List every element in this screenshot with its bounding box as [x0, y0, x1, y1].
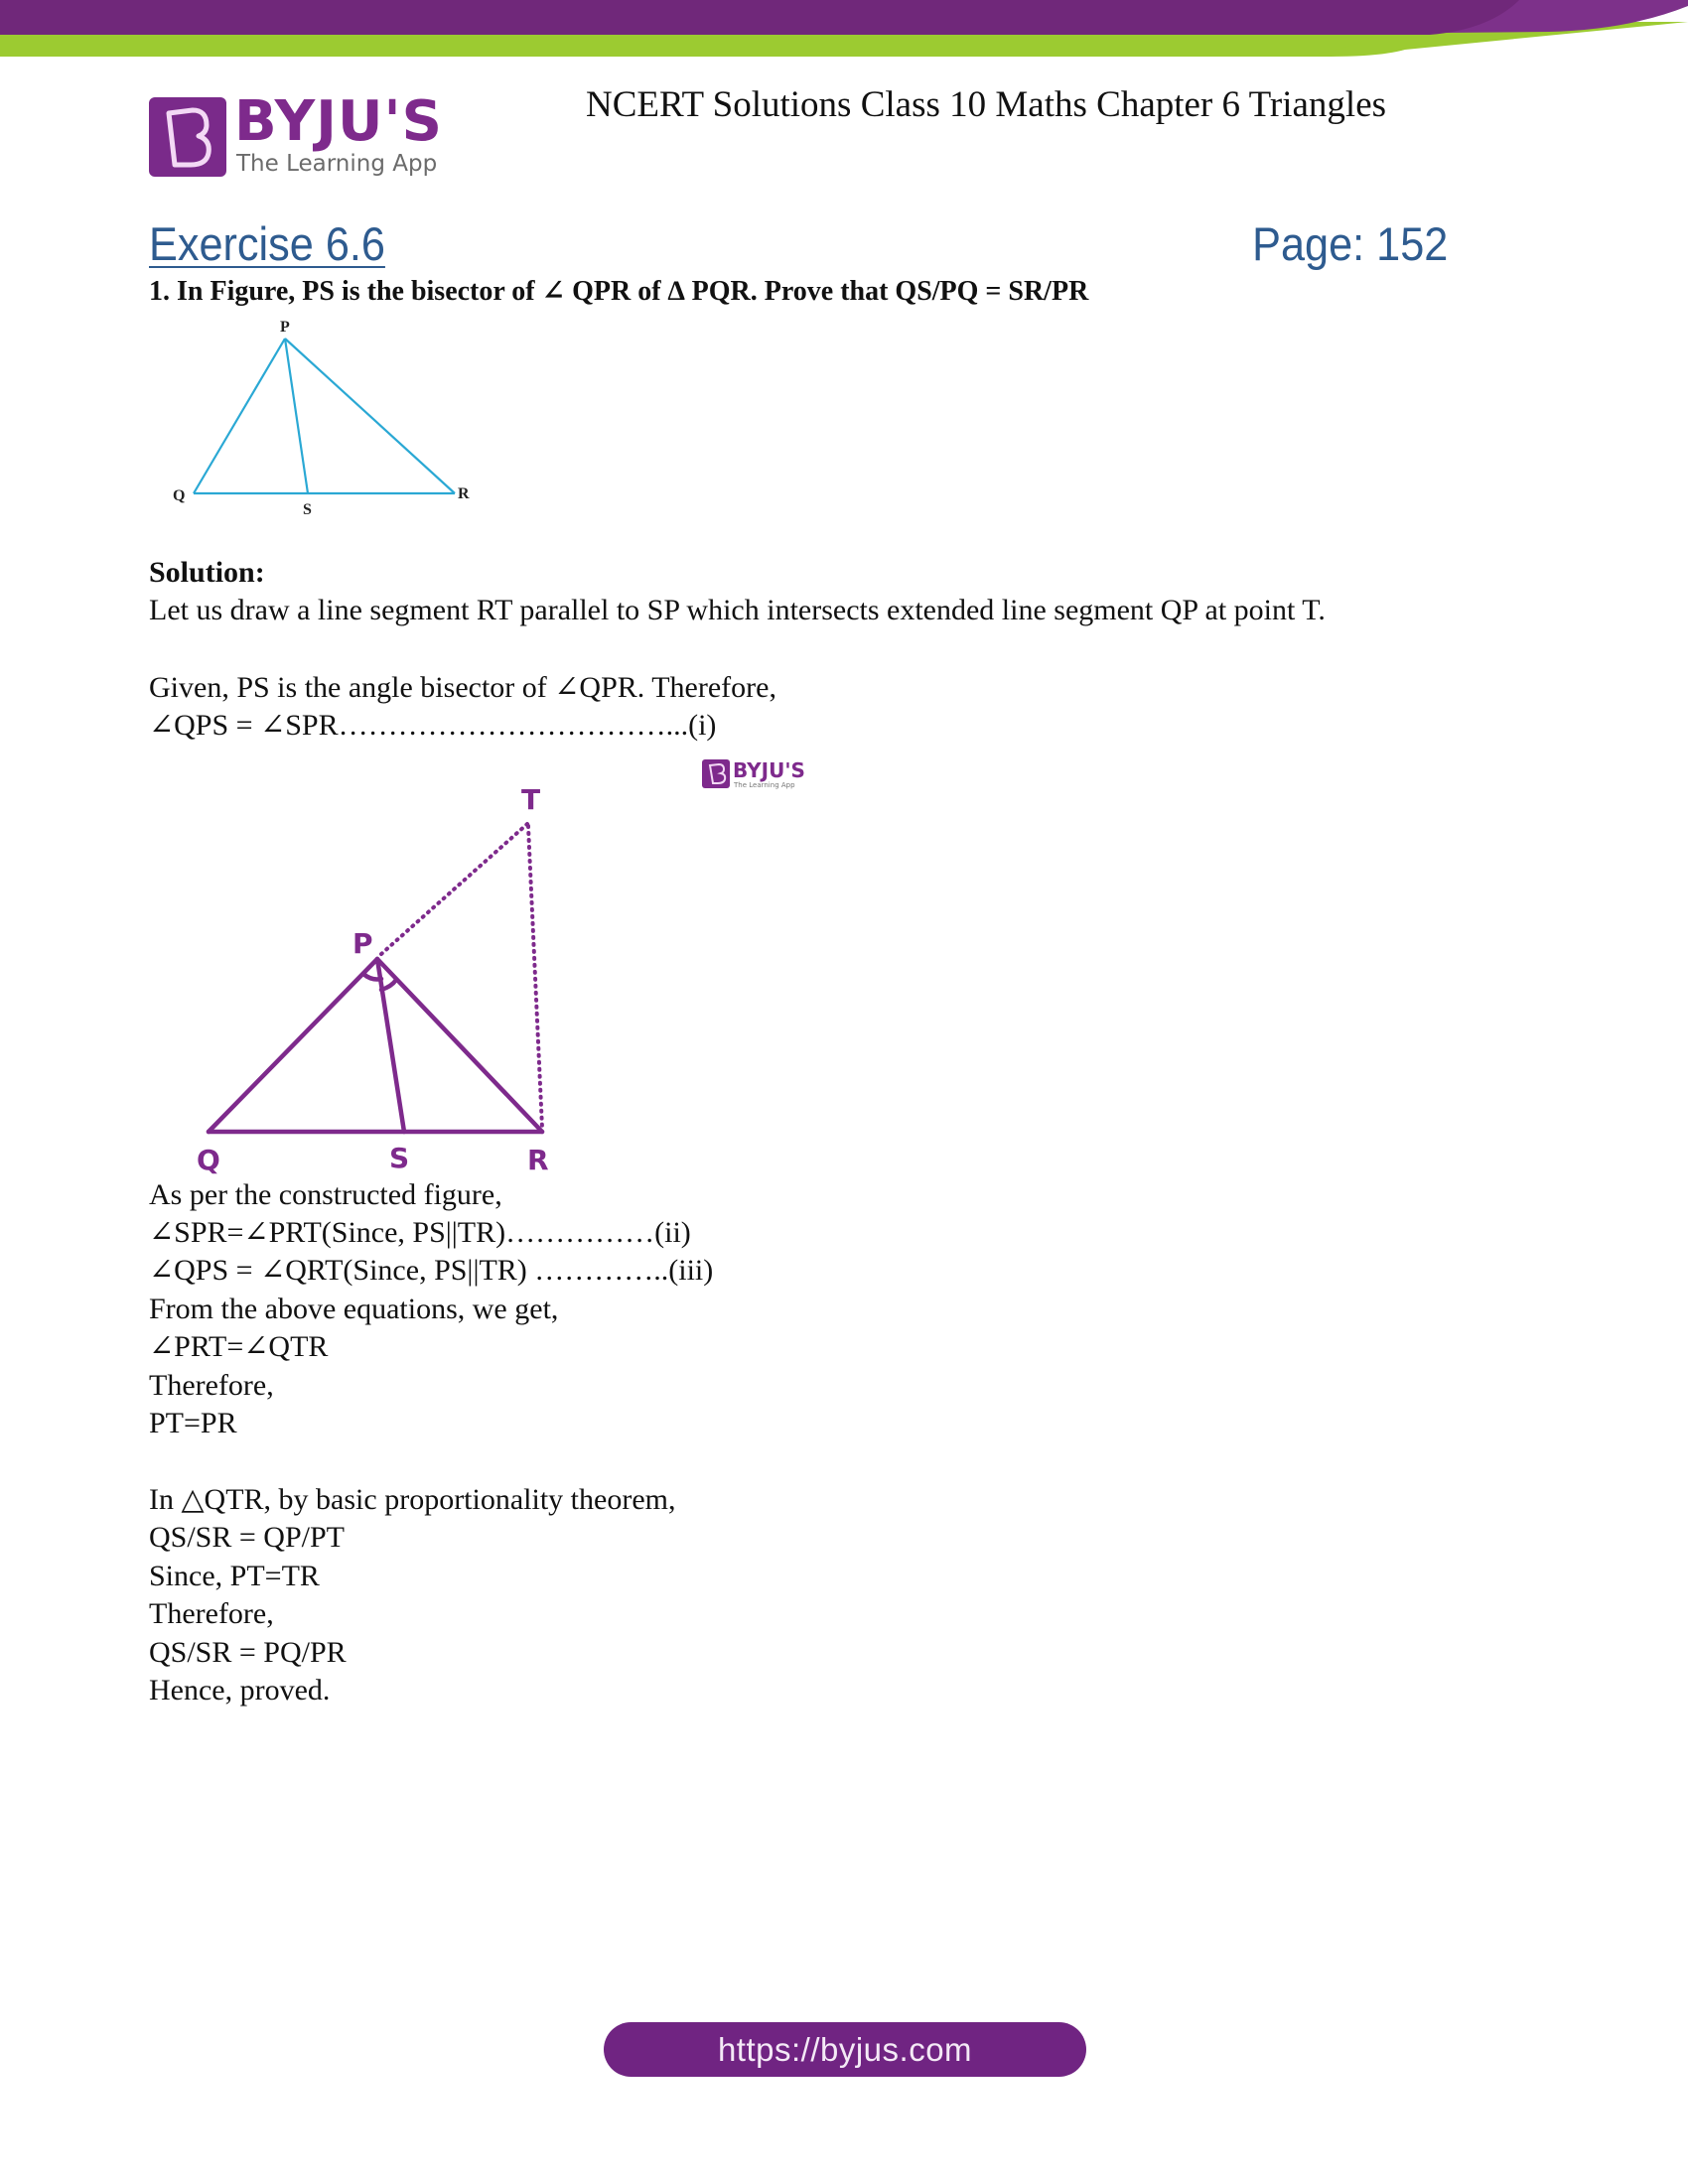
proof-line: Therefore, — [149, 1369, 274, 1402]
exercise-heading: Exercise 6.6 — [149, 217, 385, 270]
proof-line: ∠PRT=∠QTR — [149, 1330, 329, 1363]
proof-line: Since, PT=TR — [149, 1560, 320, 1592]
footer-url[interactable]: https://byjus.com — [717, 2030, 973, 2068]
logo-brand-text: BYJU'S — [234, 89, 443, 154]
header-banner — [0, 0, 1688, 69]
byjus-watermark — [702, 758, 805, 789]
question-text: 1. In Figure, PS is the bisector of ∠ QPR of ∆ PQR. Prove that QS/PQ = SR/PR — [149, 276, 1089, 307]
proof-line: As per the constructed figure, — [149, 1178, 502, 1211]
label-t: T — [521, 783, 541, 816]
label-s: S — [303, 501, 312, 518]
conclusion-line: Hence, proved. — [149, 1674, 331, 1706]
byjus-b-icon — [149, 97, 226, 177]
triangle-figure-2 — [179, 754, 854, 1181]
proof-line: PT=PR — [149, 1407, 237, 1439]
equation-iii: ∠QPS = ∠QRT(Since, PS||TR) …………..(iii) — [149, 1254, 714, 1287]
page-number: Page: 152 — [1251, 217, 1448, 270]
equation-i: ∠QPS = ∠SPR……………………………...(i) — [149, 709, 717, 742]
watermark-brand: BYJU'S — [733, 758, 805, 782]
label-r: R — [458, 485, 470, 502]
document-title: NCERT Solutions Class 10 Maths Chapter 6 Triangles — [586, 84, 1387, 125]
logo-tagline: The Learning App — [236, 151, 438, 177]
proof-line: QS/SR = PQ/PR — [149, 1636, 347, 1669]
watermark-tagline: The Learning App — [734, 781, 795, 789]
solution-given: Given, PS is the angle bisector of ∠QPR. Therefore, — [149, 671, 776, 704]
equation-ii: ∠SPR=∠PRT(Since, PS||TR)……………(ii) — [149, 1216, 691, 1249]
proof-line: From the above equations, we get, — [149, 1293, 559, 1325]
proof-line: QS/SR = QP/PT — [149, 1521, 345, 1554]
label-r: R — [527, 1144, 549, 1176]
label-p: P — [352, 927, 373, 960]
label-q: Q — [173, 487, 186, 504]
label-q: Q — [197, 1144, 220, 1176]
proof-line: Therefore, — [149, 1597, 274, 1630]
solution-intro: Let us draw a line segment RT parallel to SP which intersects extended line segment QP at point T. — [149, 594, 1326, 626]
triangle-figure-1 — [149, 316, 487, 524]
solution-heading: Solution: — [149, 556, 265, 589]
label-s: S — [389, 1142, 410, 1174]
proof-line: In △QTR, by basic proportionality theorem, — [149, 1483, 676, 1516]
byjus-logo — [149, 89, 443, 181]
footer-link-button[interactable] — [604, 2022, 1086, 2077]
label-p: P — [280, 319, 290, 336]
